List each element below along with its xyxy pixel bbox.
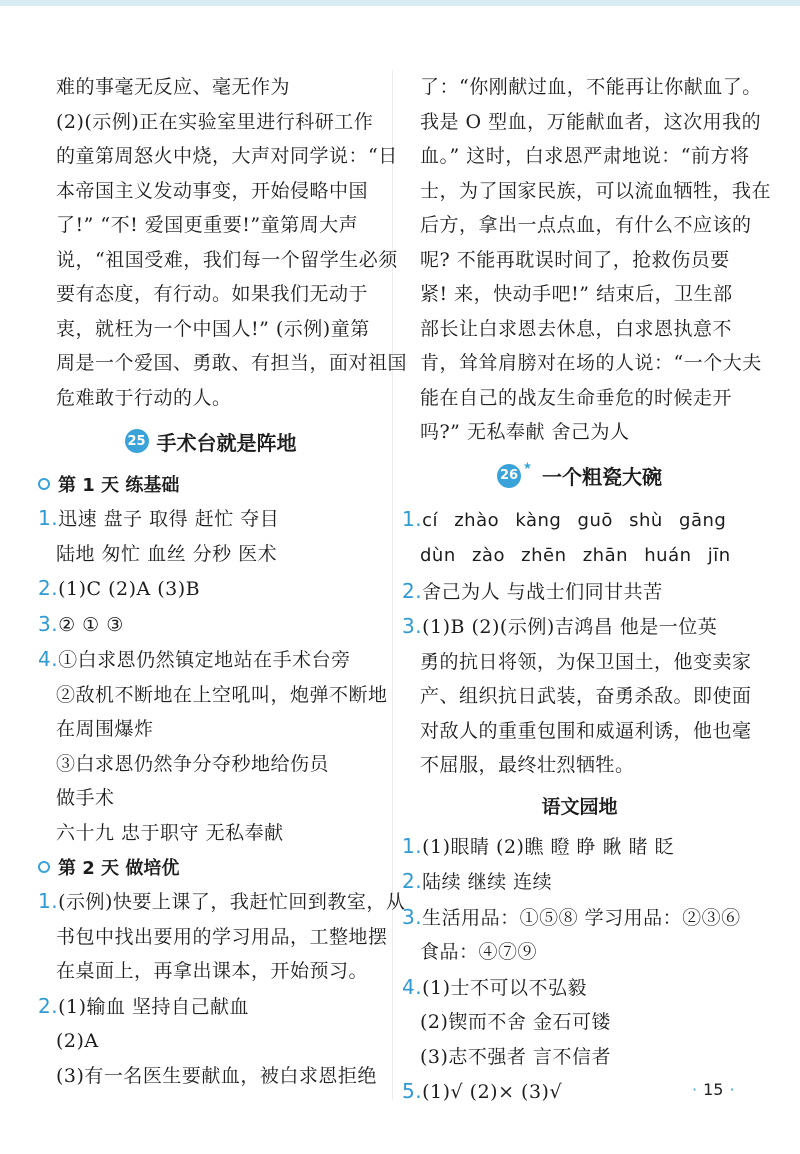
answer-text: (2)(示例)正在实验室里进行科研工作 bbox=[56, 110, 374, 133]
answer-text: 陆地 匆忙 血丝 分秒 医术 bbox=[56, 542, 278, 565]
dot-icon: · bbox=[692, 1080, 698, 1099]
question-number: 5. bbox=[402, 1079, 423, 1103]
question-3 bbox=[402, 900, 757, 936]
answer-text: ①白求恩仍然镇定地站在手术台旁 bbox=[58, 649, 351, 671]
answer-text: 对敌人的重重包围和威逼利诱，他也毫 bbox=[420, 719, 752, 742]
answer-text: 呢? 不能再耽误时间了，抢救伤员要 bbox=[420, 248, 730, 271]
lesson-title: 一个粗瓷大碗 bbox=[541, 465, 662, 489]
answer-text: 勇的抗日将领，为保卫国土，他变卖家 bbox=[420, 650, 752, 673]
circle-bullet-icon bbox=[38, 478, 50, 490]
answer-text: 的童第周怒火中烧，大声对同学说：“日 bbox=[56, 145, 398, 167]
answer-text: 衷，就枉为一个中国人!” (示例)童第 bbox=[56, 317, 370, 340]
lesson-title: 手术台就是阵地 bbox=[156, 430, 297, 455]
answer-text: (2)锲而不舍 金石可镂 bbox=[420, 1011, 611, 1033]
answer-text: 在桌面上，再拿出课本，开始预习。 bbox=[56, 960, 369, 982]
answer-text: 血。” 这时，白求恩严肃地说：“前方将 bbox=[420, 145, 750, 167]
question-number: 3. bbox=[402, 904, 423, 929]
question-3 bbox=[38, 607, 383, 643]
question-number: 2. bbox=[38, 576, 59, 600]
question-3 bbox=[402, 609, 757, 645]
star-icon: ★ bbox=[523, 461, 532, 472]
section-title: 语文园地 bbox=[541, 796, 618, 818]
question-number: 1. bbox=[38, 506, 59, 530]
answer-text: (1)B (2)(示例)吉鸿昌 他是一位英 bbox=[422, 616, 718, 638]
answer-text: 士，为了国家民族，可以流血牺牲，我在 bbox=[420, 179, 772, 202]
answer-text: 食品：④⑦⑨ bbox=[420, 941, 538, 963]
answer-text: 不屈服，最终壮烈牺牲。 bbox=[420, 754, 635, 776]
question-2 bbox=[402, 864, 757, 900]
answer-text: 六十九 忠于职守 无私奉献 bbox=[56, 821, 284, 844]
page-number-text: 15 bbox=[703, 1080, 724, 1099]
answer-text: 吗?” 无私奉献 舍己为人 bbox=[420, 421, 630, 443]
answer-text: (1)士不可以不弘毅 bbox=[422, 976, 588, 999]
lesson-26-heading bbox=[402, 456, 757, 496]
answer-text: 危难敢于行动的人。 bbox=[56, 386, 232, 409]
lesson-25-heading bbox=[38, 421, 383, 461]
lesson-number-badge: 25 bbox=[125, 429, 149, 453]
right-column bbox=[402, 70, 772, 1110]
question-4 bbox=[402, 970, 757, 1006]
answer-text: 做手术 bbox=[56, 787, 115, 809]
answer-text: (2)A bbox=[56, 1030, 99, 1052]
answer-text: 了：“你刚献过血，不能再让你献血了。 bbox=[420, 76, 762, 98]
answer-text: 能在自己的战友生命垂危的时候走开 bbox=[420, 386, 733, 409]
answer-text: 我是 O 型血，万能献血者，这次用我的 bbox=[420, 110, 762, 133]
answer-text: 生活用品：①⑤⑧ 学习用品：②③⑥ bbox=[422, 906, 741, 929]
answer-text: 部长让白求恩去休息，白求恩执意不 bbox=[420, 317, 733, 340]
top-border-strip bbox=[0, 0, 800, 6]
answer-text: 陆续 继续 连续 bbox=[422, 871, 553, 893]
circle-bullet-icon bbox=[38, 861, 50, 873]
day-1-heading bbox=[38, 467, 383, 501]
answer-text: (1)√ (2)× (3)√ bbox=[422, 1081, 563, 1103]
answer-text: (3)志不强者 言不信者 bbox=[420, 1045, 611, 1068]
question-number: 2. bbox=[38, 993, 59, 1018]
day-title: 第 2 天 做培优 bbox=[58, 858, 180, 879]
answer-text: ③白求恩仍然争分夺秒地给伤员 bbox=[56, 752, 330, 775]
question-number: 3. bbox=[38, 611, 59, 636]
answer-text: 迅速 盘子 取得 赶忙 夺目 bbox=[58, 508, 280, 530]
answer-text: 后方，拿出一点点血，有什么不应该的 bbox=[420, 214, 752, 236]
column-divider bbox=[392, 70, 393, 1100]
answer-text: 舍己为人 与战士们同甘共苦 bbox=[422, 580, 663, 603]
question-1 bbox=[402, 829, 757, 865]
answer-text: (1)输血 坚持自己献血 bbox=[58, 995, 250, 1018]
question-number: 1. bbox=[402, 833, 423, 858]
answer-text: 要有态度，有行动。如果我们无动于 bbox=[56, 283, 369, 305]
question-4 bbox=[38, 642, 383, 678]
answer-text: 紧! 来，快动手吧!” 结束后，卫生部 bbox=[420, 283, 733, 305]
pinyin-answer: dùn zào zhēn zhān huán jīn bbox=[420, 545, 731, 566]
question-2 bbox=[38, 989, 383, 1025]
answer-text: ② ① ③ bbox=[58, 613, 124, 636]
answer-text: 了!” “不! 爱国更重要!”童第周大声 bbox=[56, 214, 359, 236]
question-number: 4. bbox=[402, 974, 423, 999]
answer-text: 在周围爆炸 bbox=[56, 718, 154, 740]
pinyin-line bbox=[402, 538, 757, 574]
question-number: 1. bbox=[38, 889, 59, 913]
answer-text: 书包中找出要用的学习用品，工整地摆 bbox=[56, 925, 388, 948]
question-1 bbox=[38, 884, 406, 920]
question-2 bbox=[38, 571, 383, 607]
page-number bbox=[686, 1080, 741, 1099]
day-2-heading bbox=[38, 850, 383, 884]
dot-icon: · bbox=[729, 1080, 735, 1099]
question-1 bbox=[38, 501, 383, 537]
answer-text: 难的事毫无反应、毫无作为 bbox=[56, 76, 291, 98]
question-number: 2. bbox=[402, 578, 423, 603]
answer-text: 产、组织抗日武装，奋勇杀敌。即使面 bbox=[420, 685, 752, 707]
answer-text: (3)有一名医生要献血，被白求恩拒绝 bbox=[56, 1064, 377, 1087]
answer-text: (1)C (2)A (3)B bbox=[58, 578, 201, 600]
answer-text: 肯，耸耸肩膀对在场的人说：“一个大夫 bbox=[420, 352, 762, 374]
left-column bbox=[38, 70, 408, 1093]
answer-text: 周是一个爱国、勇敢、有担当，面对祖国 bbox=[56, 352, 408, 374]
question-number: 4. bbox=[38, 647, 59, 671]
question-1 bbox=[402, 502, 757, 539]
question-number: 3. bbox=[402, 614, 423, 638]
answer-text: (1)眼睛 (2)瞧 瞪 睁 瞅 睹 眨 bbox=[422, 835, 675, 858]
question-2 bbox=[402, 574, 757, 610]
pinyin-answer: cí zhào kàng guō shù gāng bbox=[422, 509, 727, 531]
lesson-number-badge: 26 bbox=[497, 464, 521, 488]
answer-text: (示例)快要上课了，我赶忙回到教室，从 bbox=[58, 891, 406, 913]
day-title: 第 1 天 练基础 bbox=[58, 475, 180, 496]
question-number: 2. bbox=[402, 869, 423, 893]
answer-text: ②敌机不断地在上空吼叫，炮弹不断地 bbox=[56, 683, 388, 706]
question-number: 1. bbox=[402, 506, 423, 531]
answer-text: 说，“祖国受难，我们每一个留学生必须 bbox=[56, 248, 398, 271]
answer-text: 本帝国主义发动事变，开始侵略中国 bbox=[56, 179, 369, 202]
